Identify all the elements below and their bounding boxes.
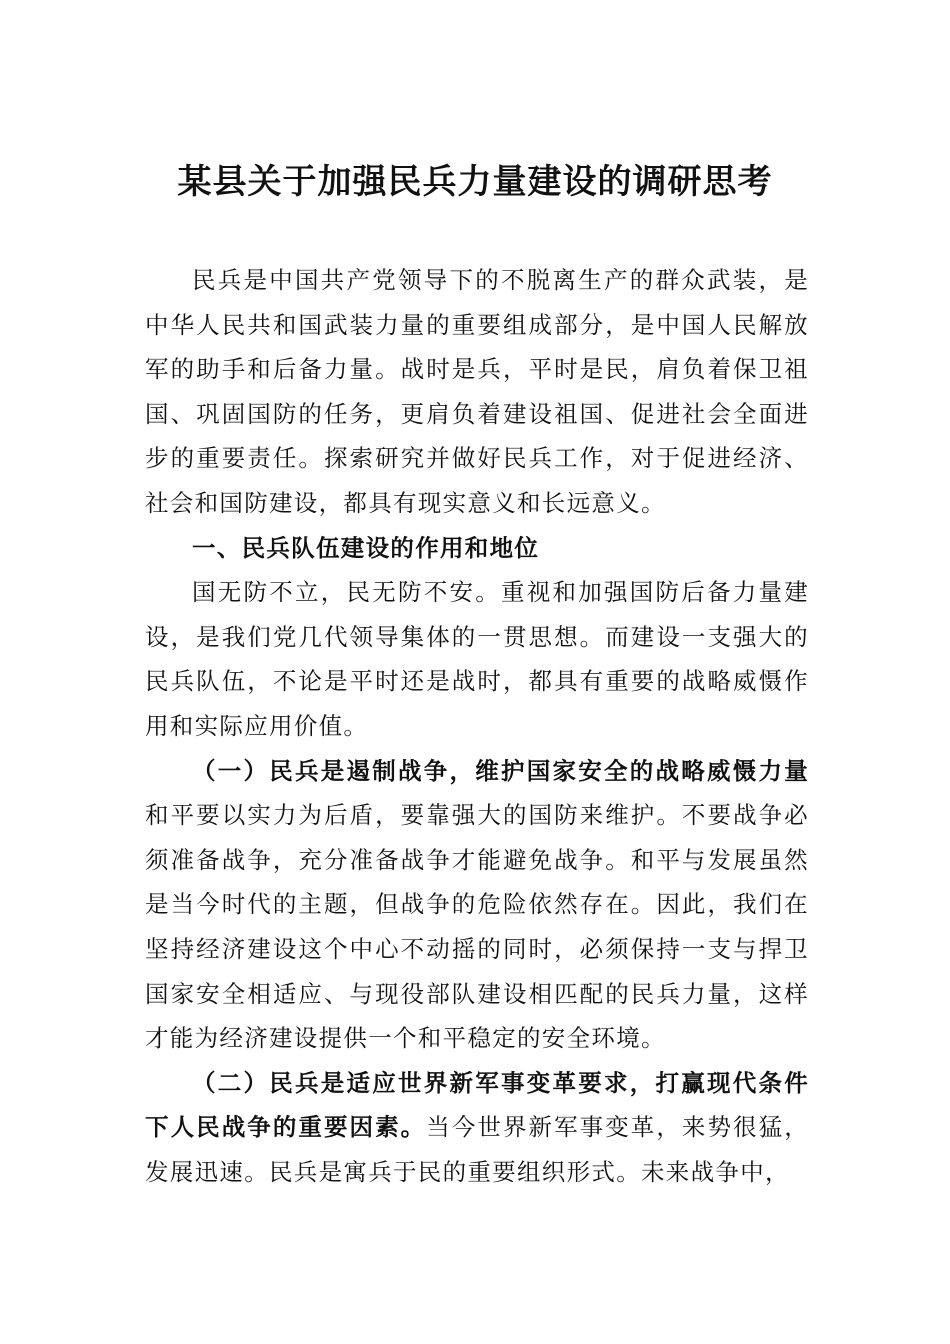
item-text-2: 当今世界新军事变革，来势很猛，发展迅速。民兵是寓兵于民的重要组织形式。未来战争中， — [145, 1113, 809, 1186]
item-lead-2: （二）民兵是适应世界新军事变革要求，打赢现代条件下人民战争的重要因素。 — [145, 1068, 809, 1142]
item-text-1: 和平要以实力为后盾，要靠强大的国防来维护。不要战争必须准备战争，充分准备战争才能避免战争。和平与发展虽然是当今时代的主题，但战争的危险依然存在。因此，我们在坚持经济建设这个中心不动摇的同时，必须保持一支与捍卫国家安全相适应、与现役部队建设相匹配的民兵力量，这样才能为经济建设提供一个和平稳定的安全环境。 — [145, 801, 809, 1053]
item-lead-1: （一）民兵是遏制战争，维护国家安全的战略威慑力量 — [192, 756, 809, 785]
section-heading: 一、民兵队伍建设的作用和地位 — [192, 533, 540, 562]
intro-paragraph: 民兵是中国共产党领导下的不脱离生产的群众武装，是中华人民共和国武装力量的重要组成部分，是中国人民解放军的助手和后备力量。战时是兵，平时是民，肩负着保卫祖国、巩固国防的任务，更肩负着建设祖国、促进社会全面进步的重要责任。探索研究并做好民兵工作，对于促进经济、社会和国防建设，都具有现实意义和长远意义。 — [145, 266, 809, 517]
item-paragraph-1 — [145, 749, 809, 1061]
document-body — [145, 258, 809, 1194]
section-paragraph: 国无防不立，民无防不安。重视和加强国防后备力量建设，是我们党几代领导集体的一贯思想。而建设一支强大的民兵队伍，不论是平时还是战时，都具有重要的战略威慑作用和实际应用价值。 — [145, 578, 809, 740]
document-title: 某县关于加强民兵力量建设的调研思考 — [177, 162, 773, 202]
item-paragraph-2 — [145, 1061, 809, 1195]
